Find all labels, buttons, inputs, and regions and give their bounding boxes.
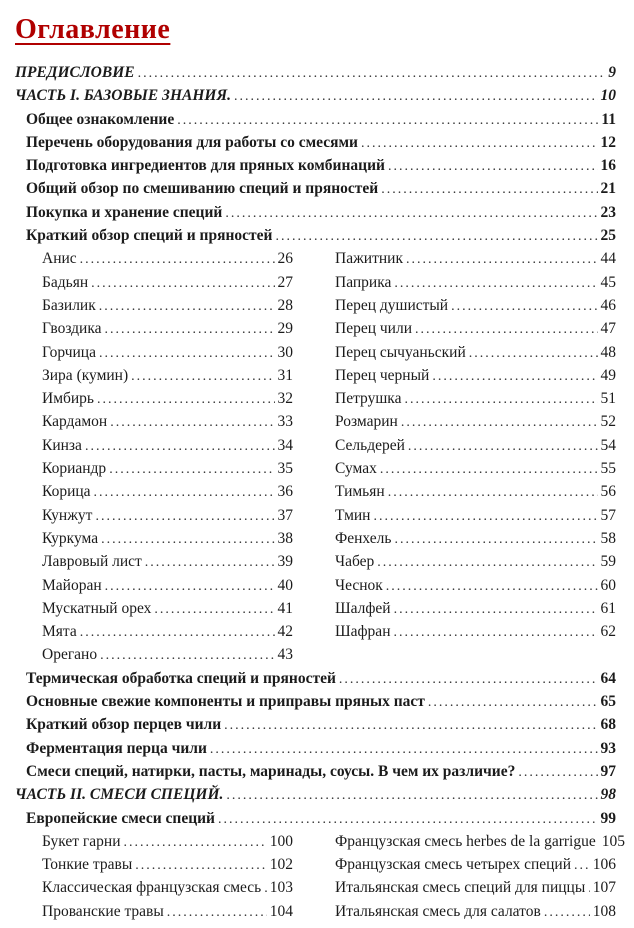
toc-entry-label: Тмин: [335, 506, 371, 524]
dot-leader: [177, 108, 598, 132]
toc-entry-label: ЧАСТЬ II. СМЕСИ СПЕЦИЙ.: [15, 786, 224, 804]
toc-entry: [42, 643, 293, 666]
toc-entry-page: 99: [600, 809, 616, 827]
toc-entry: [42, 480, 293, 503]
dot-leader: [264, 876, 267, 900]
dot-leader: [544, 900, 590, 924]
toc-entry: [42, 294, 293, 317]
toc-entry-label: Краткий обзор специй и пряностей: [26, 227, 273, 245]
toc-entry-label: Перец душистый: [335, 296, 449, 314]
toc-entry: [335, 830, 625, 853]
toc-entry-label: Прованские травы: [42, 902, 164, 920]
toc-entry: [15, 131, 616, 154]
dot-leader: [393, 620, 597, 644]
dot-leader: [394, 271, 597, 295]
dot-leader: [95, 504, 274, 528]
toc-entry-page: 41: [277, 599, 293, 617]
toc-entry: [42, 387, 293, 410]
dot-leader: [105, 574, 275, 598]
toc-entry: [15, 84, 616, 107]
toc-entry: [42, 341, 293, 364]
toc-entry: [42, 271, 293, 294]
toc-entry: [42, 574, 293, 597]
toc-entry-label: Ферментация перца чили: [26, 739, 207, 757]
toc-entry-page: 55: [600, 460, 616, 478]
toc-entry-page: 44: [600, 250, 616, 268]
dot-leader: [135, 853, 266, 877]
toc-entry: [15, 760, 616, 783]
toc-entry-page: 23: [600, 203, 616, 221]
toc-entry: [42, 876, 293, 899]
toc-entry: [15, 713, 616, 736]
toc-entry: [335, 271, 616, 294]
toc-entry-label: Корица: [42, 483, 91, 501]
toc-columns: [15, 247, 616, 666]
dot-leader: [428, 690, 598, 714]
toc-entry: [335, 574, 616, 597]
dot-leader: [386, 574, 598, 598]
dot-leader: [226, 783, 597, 807]
dot-leader: [110, 410, 274, 434]
toc-entry: [15, 224, 616, 247]
toc-entry: [15, 667, 616, 690]
dot-leader: [406, 247, 598, 271]
toc-entry-label: Розмарин: [335, 413, 398, 431]
toc-entry-label: Перец чили: [335, 320, 412, 338]
dot-leader: [373, 504, 597, 528]
toc-entry: [335, 434, 616, 457]
dot-leader: [94, 480, 275, 504]
toc-entry-label: Зира (кумин): [42, 366, 129, 384]
toc-entry-label: Перец сычуаньский: [335, 343, 466, 361]
toc-entry-page: 34: [277, 436, 293, 454]
toc-entry-label: Базилик: [42, 296, 96, 314]
toc-entry-page: 49: [600, 366, 616, 384]
toc-entry: [15, 201, 616, 224]
toc-entry-page: 26: [277, 250, 293, 268]
toc-entry-page: 98: [600, 786, 616, 804]
toc-entry-page: 59: [600, 553, 616, 571]
toc-entry: [335, 900, 616, 923]
dot-leader: [100, 643, 274, 667]
dot-leader: [388, 154, 598, 178]
toc-entry-label: ЧАСТЬ I. БАЗОВЫЕ ЗНАНИЯ.: [15, 87, 232, 105]
toc-entry: [15, 61, 616, 84]
toc-entry-page: 68: [600, 716, 616, 734]
toc-entry: [42, 317, 293, 340]
toc-entry-page: 57: [600, 506, 616, 524]
dot-leader: [401, 410, 598, 434]
toc-entry-label: Орегано: [42, 646, 98, 664]
dot-leader: [275, 224, 597, 248]
dot-leader: [518, 760, 597, 784]
dot-leader: [574, 853, 590, 877]
toc-entry: [42, 900, 293, 923]
toc-entry-page: 37: [277, 506, 293, 524]
toc-entry: [42, 504, 293, 527]
toc-entry-label: Имбирь: [42, 390, 95, 408]
toc-entry-page: 42: [277, 623, 293, 641]
dot-leader: [97, 387, 274, 411]
toc-entry-label: Чабер: [335, 553, 375, 571]
toc-entry: [335, 364, 616, 387]
toc-entry: [335, 387, 616, 410]
dot-leader: [99, 341, 275, 365]
toc-entry-label: Покупка и хранение специй: [26, 203, 223, 221]
toc-entry: [335, 527, 616, 550]
toc-entry-page: 12: [600, 133, 616, 151]
toc-entry-page: 35: [277, 460, 293, 478]
toc-entry-label: Бадьян: [42, 273, 89, 291]
toc-entry-page: 104: [269, 902, 293, 920]
toc-entry-label: Тонкие травы: [42, 856, 133, 874]
toc-entry-label: Шалфей: [335, 599, 391, 617]
dot-leader: [105, 317, 275, 341]
toc-entry-page: 100: [269, 832, 293, 850]
toc-entry-label: Пажитник: [335, 250, 403, 268]
toc-entry: [335, 620, 616, 643]
dot-leader: [154, 597, 274, 621]
toc-entry: [42, 620, 293, 643]
toc-entry-page: 28: [277, 296, 293, 314]
toc-entry-label: Общее ознакомление: [26, 110, 175, 128]
toc-entry-label: Чеснок: [335, 576, 383, 594]
toc-entry-page: 40: [277, 576, 293, 594]
toc-entry-page: 47: [600, 320, 616, 338]
dot-leader: [218, 807, 598, 831]
toc-entry-page: 105: [601, 832, 625, 850]
toc-entry-page: 52: [600, 413, 616, 431]
dot-leader: [109, 457, 274, 481]
toc-entry-label: Шафран: [335, 623, 391, 641]
toc-entry: [42, 527, 293, 550]
toc-entry: [42, 457, 293, 480]
toc-entry-page: 9: [608, 64, 616, 81]
toc-entry-page: 31: [277, 366, 293, 384]
toc-entry-label: Петрушка: [335, 390, 402, 408]
toc-entry: [42, 597, 293, 620]
dot-leader: [80, 247, 275, 271]
toc-entry-page: 93: [600, 739, 616, 757]
toc-entry: [15, 737, 616, 760]
toc-entry-page: 36: [277, 483, 293, 501]
toc-entry-page: 46: [600, 296, 616, 314]
toc-entry-label: Кинза: [42, 436, 82, 454]
toc-entry-page: 54: [600, 436, 616, 454]
toc-entry: [42, 853, 293, 876]
toc-entry-label: Тимьян: [335, 483, 385, 501]
dot-leader: [408, 434, 598, 458]
dot-leader: [394, 527, 597, 551]
toc-entry-label: Паприка: [335, 273, 392, 291]
dot-leader: [380, 457, 598, 481]
toc-entry: [335, 457, 616, 480]
toc-entry-label: Гвоздика: [42, 320, 102, 338]
toc-entry-page: 106: [592, 856, 616, 874]
toc-entry-page: 103: [269, 879, 293, 897]
toc-entry-label: Смеси специй, натирки, пасты, маринады, соусы. В чем их различие?: [26, 762, 516, 780]
dot-leader: [451, 294, 597, 318]
toc-entry-label: Итальянская смесь для салатов: [335, 902, 541, 920]
toc-entry: [42, 434, 293, 457]
toc-column-right: [335, 247, 616, 666]
page-title: Оглавление: [15, 14, 171, 45]
toc-entry-page: 29: [277, 320, 293, 338]
toc-entry-page: 102: [269, 856, 293, 874]
dot-leader: [339, 667, 598, 691]
dot-leader: [234, 84, 597, 108]
toc-entry: [335, 480, 616, 503]
toc-entry-page: 107: [592, 879, 616, 897]
toc-entry-page: 33: [277, 413, 293, 431]
dot-leader: [91, 271, 274, 295]
dot-leader: [145, 550, 275, 574]
toc-entry-page: 64: [600, 669, 616, 687]
dot-leader: [138, 61, 606, 85]
title-wrap: [15, 14, 616, 46]
dot-leader: [469, 341, 598, 365]
toc-entry-page: 30: [277, 343, 293, 361]
toc-entry-label: Классическая французская смесь: [42, 879, 262, 897]
dot-leader: [210, 737, 598, 761]
toc-entry-page: 38: [277, 529, 293, 547]
toc-entry: [335, 294, 616, 317]
dot-leader: [388, 480, 598, 504]
toc-entry: [335, 341, 616, 364]
dot-leader: [394, 597, 598, 621]
toc-entry-label: Краткий обзор перцев чили: [26, 716, 222, 734]
toc-entry: [15, 154, 616, 177]
toc-columns: [15, 830, 625, 923]
toc-entry-page: 51: [600, 390, 616, 408]
dot-leader: [131, 364, 274, 388]
toc-entry: [42, 550, 293, 573]
toc-entry-label: Горчица: [42, 343, 96, 361]
toc-entry-page: 108: [592, 902, 616, 920]
toc-column-left: [42, 830, 293, 923]
toc-entry-label: Кардамон: [42, 413, 108, 431]
toc-entry-page: 65: [600, 693, 616, 711]
toc-entry: [42, 247, 293, 270]
toc-entry: [335, 317, 616, 340]
toc-entry-label: Термическая обработка специй и пряностей: [26, 669, 336, 687]
dot-leader: [361, 131, 598, 155]
toc-entry-label: Лавровый лист: [42, 553, 142, 571]
toc-entry: [42, 364, 293, 387]
toc-entry: [15, 690, 616, 713]
toc-entry: [335, 504, 616, 527]
toc-entry: [335, 247, 616, 270]
toc-entry-label: Итальянская смесь специй для пиццы: [335, 879, 586, 897]
dot-leader: [124, 830, 267, 854]
toc-entry: [335, 410, 616, 433]
toc-entry: [15, 108, 616, 131]
toc-entry-page: 45: [600, 273, 616, 291]
toc-column-left: [42, 247, 293, 666]
toc-entry-label: Европейские смеси специй: [26, 809, 215, 827]
toc-entry-label: Перец черный: [335, 366, 430, 384]
dot-leader: [432, 364, 597, 388]
toc-entry-page: 11: [601, 110, 616, 128]
toc-entry-label: Французская смесь четырех специй: [335, 856, 572, 874]
toc-entry-page: 56: [600, 483, 616, 501]
toc-entry: [335, 597, 616, 620]
dot-leader: [80, 620, 275, 644]
dot-leader: [225, 201, 597, 225]
toc-entry-label: Сельдерей: [335, 436, 405, 454]
toc-list: [15, 61, 625, 923]
toc-entry-page: 21: [600, 180, 616, 198]
toc-entry-page: 61: [600, 599, 616, 617]
toc-entry-page: 39: [277, 553, 293, 571]
toc-entry-label: Перечень оборудования для работы со смесями: [26, 133, 358, 151]
toc-entry-label: Сумах: [335, 460, 377, 478]
toc-entry-page: 32: [277, 390, 293, 408]
toc-entry-label: ПРЕДИСЛОВИЕ: [15, 64, 135, 81]
dot-leader: [101, 527, 274, 551]
toc-column-right: [335, 830, 625, 923]
toc-entry: [335, 853, 616, 876]
toc-entry-page: 43: [277, 646, 293, 664]
toc-entry-page: 10: [600, 87, 616, 105]
toc-entry-label: Кориандр: [42, 460, 107, 478]
dot-leader: [224, 713, 597, 737]
dot-leader: [415, 317, 598, 341]
dot-leader: [381, 177, 597, 201]
toc-entry-page: 16: [600, 157, 616, 175]
toc-entry-page: 25: [600, 227, 616, 245]
toc-entry-label: Букет гарни: [42, 832, 121, 850]
dot-leader: [377, 550, 597, 574]
toc-entry: [15, 807, 616, 830]
dot-leader: [404, 387, 597, 411]
toc-entry: [42, 830, 293, 853]
toc-entry-page: 62: [600, 623, 616, 641]
toc-entry-page: 58: [600, 529, 616, 547]
dot-leader: [588, 876, 589, 900]
dot-leader: [85, 434, 275, 458]
toc-entry-label: Французская смесь herbes de la garrigue: [335, 832, 596, 850]
toc-entry-label: Кунжут: [42, 506, 93, 524]
toc-entry: [42, 410, 293, 433]
toc-entry: [15, 177, 616, 200]
toc-entry: [15, 783, 616, 806]
dot-leader: [99, 294, 275, 318]
toc-entry-page: 97: [600, 762, 616, 780]
toc-entry-label: Основные свежие компоненты и приправы пряных паст: [26, 693, 425, 711]
toc-entry-label: Подготовка ингредиентов для пряных комбинаций: [26, 157, 385, 175]
toc-entry-page: 27: [277, 273, 293, 291]
toc-entry-label: Мята: [42, 623, 77, 641]
dot-leader: [167, 900, 267, 924]
toc-entry-label: Фенхель: [335, 529, 392, 547]
toc-entry-label: Анис: [42, 250, 77, 268]
toc-entry-page: 48: [600, 343, 616, 361]
toc-entry-label: Куркума: [42, 529, 99, 547]
toc-entry: [335, 876, 616, 899]
toc-entry-label: Общий обзор по смешиванию специй и пряностей: [26, 180, 379, 198]
toc-entry-label: Майоран: [42, 576, 102, 594]
toc-entry: [335, 550, 616, 573]
toc-entry-page: 60: [600, 576, 616, 594]
toc-entry-label: Мускатный орех: [42, 599, 152, 617]
